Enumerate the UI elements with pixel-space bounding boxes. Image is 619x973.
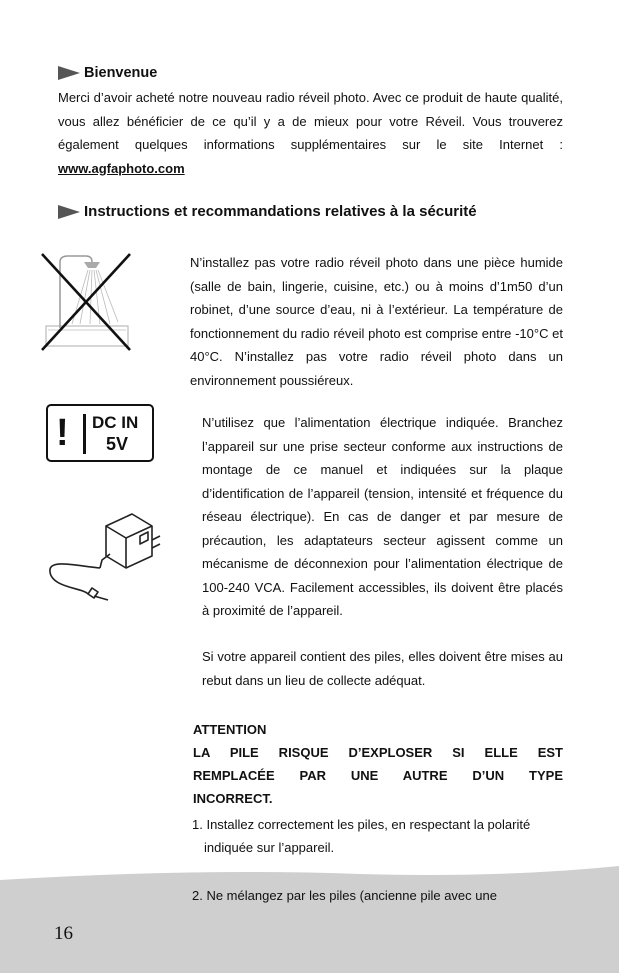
water-paragraph: N’installez pas votre radio réveil photo dans une pièce humide (salle de bain, lingerie, cuisine, etc.) ou à moins d’1m50 d’un robinet, d’une source d’eau, ni à l’extérieur. La température de fonctionnement du radio réveil photo est comprise entre -10°C et 40°C. N’installez pas votre radio réveil photo dans un environnement poussiéreux. bbox=[190, 255, 563, 388]
arrow-triangle-icon bbox=[58, 205, 80, 219]
page-number: 16 bbox=[54, 923, 73, 944]
attention-title: ATTENTION bbox=[193, 722, 267, 737]
dc-in-text: DC IN bbox=[92, 413, 139, 432]
dc-in-5v-icon bbox=[46, 404, 154, 462]
arrow-triangle-icon bbox=[58, 66, 80, 80]
welcome-text: Merci d’avoir acheté notre nouveau radio réveil photo. Avec ce produit de haute qualité, vous allez bénéficier de ce qu’il y a de mieux pour votre Réveil. Vous trouverez également quelques informations supplémentaires sur le site Internet : bbox=[58, 90, 563, 152]
welcome-heading bbox=[58, 65, 157, 81]
exclamation-mark: ! bbox=[56, 412, 69, 454]
list-item-1-continued: indiquée sur l’appareil. bbox=[204, 840, 335, 855]
safety-heading bbox=[58, 203, 477, 220]
welcome-paragraph bbox=[58, 86, 563, 180]
warning-line-2: REMPLACÉE PAR UNE AUTRE D’UN TYPE bbox=[193, 768, 563, 783]
warning-line-3: INCORRECT. bbox=[193, 791, 273, 806]
voltage-text: 5V bbox=[106, 434, 129, 454]
battery-paragraph: Si votre appareil contient des piles, elles doivent être mises au rebut dans un lieu de collecte adéquat. bbox=[202, 649, 563, 688]
website-link[interactable]: www.agfaphoto.com bbox=[58, 160, 185, 176]
no-water-icon bbox=[38, 252, 134, 352]
list-item-1: 1. Installez correctement les piles, en respectant la polarité bbox=[192, 817, 531, 832]
warning-line-1: LA PILE RISQUE D’EXPLOSER SI ELLE EST bbox=[193, 745, 563, 760]
welcome-heading-text: Bienvenue bbox=[84, 65, 158, 81]
safety-heading-text: Instructions et recommandations relatives à la sécurité bbox=[84, 203, 477, 220]
label-divider bbox=[83, 414, 86, 454]
power-paragraph: N’utilisez que l’alimentation électrique indiquée. Branchez l’appareil sur une prise secteur conforme aux instructions de montage de ce manuel et indiquées sur la plaque d’identification de l’appareil (tension, intensité et fréquence du réseau électrique). En cas de danger et par mesure de précaution, les adaptateurs secteur agissent comme un mécanisme de déconnexion pour l’alimentation électrique de 100-240 VCA. Facilement accessibles, ils doivent être placés à proximité de l’appareil. bbox=[202, 415, 563, 618]
power-adapter-icon bbox=[36, 496, 166, 616]
list-item-2: 2. Ne mélangez par les piles (ancienne pile avec une bbox=[192, 888, 497, 903]
